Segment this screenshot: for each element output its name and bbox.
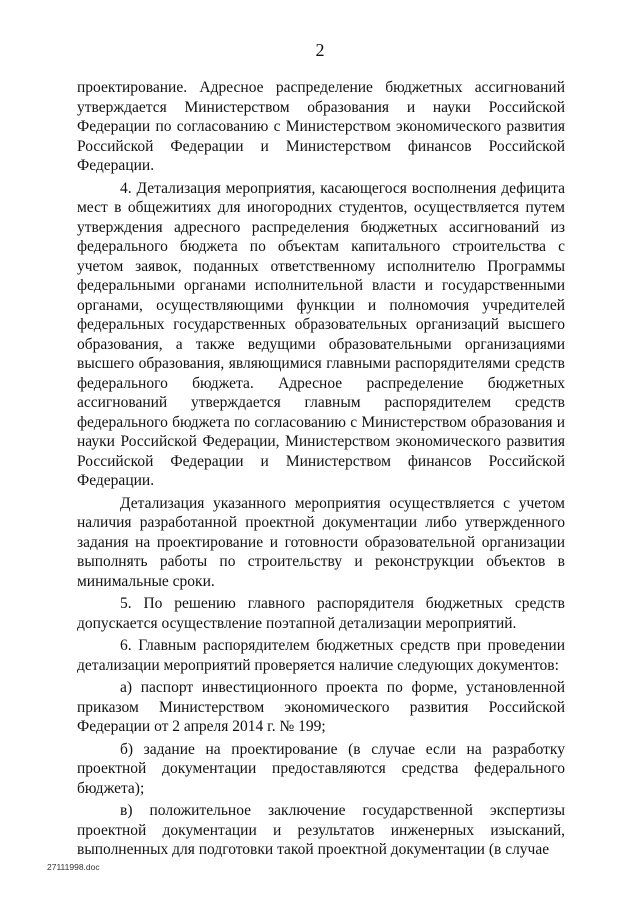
footer-filename: 27111998.doc: [47, 862, 100, 872]
paragraph-item-4-detail: Детализация указанного мероприятия осуществляется с учетом наличия разработанной проектной документации либо утвержденного задания на проектирование и готовности образовательной организации выполнять работы по строительству и реконструкции объектов в минимальные сроки.: [77, 494, 565, 590]
paragraph-item-5: 5. По решению главного распорядителя бюджетных средств допускается осуществление поэтапной детализации мероприятий.: [77, 595, 565, 632]
paragraph-continuation: проектирование. Адресное распределение бюджетных ассигнований утверждается Министерством образования и науки Российской Федерации по согласованию с Министерством экономического развития Российской Федерации и Министерством финансов Российской Федерации.: [77, 79, 565, 174]
document-body: [77, 78, 565, 860]
paragraph-item-6v: в) положительное заключение государственной экспертизы проектной документации и результатов инженерных изысканий, выполненных для подготовки такой проектной документации (в случае: [77, 802, 565, 858]
page-number: 2: [315, 40, 325, 60]
paragraph-item-6: 6. Главным распорядителем бюджетных средств при проведении детализации мероприятий проверяется наличие следующих документов:: [77, 637, 565, 674]
paragraph-item-6a: а) паспорт инвестиционного проекта по форме, установленной приказом Министерством экономического развития Российской Федерации от 2 апреля 2014 г. № 199;: [77, 679, 565, 735]
paragraph-item-4: 4. Детализация мероприятия, касающегося восполнения дефицита мест в общежитиях для иногородних студентов, осуществляется путем утверждения адресного распределения бюджетных ассигнований из федерального бюджета по объектам капитального строительства с учетом заявок, поданных ответственному исполнителю Программы федеральными органами исполнительной власти и государственными органами, осуществляющими функции и полномочия учредителей федеральных государственных образовательных организаций высшего образования, а также ведущими образовательными организациями высшего образования, являющимися главными распорядителями средств федерального бюджета. Адресное распределение бюджетных ассигнований утверждается главным распорядителем средств федерального бюджета по согласованию с Министерством образования и науки Российской Федерации, Министерством экономического развития Российской Федерации и Министерством финансов Российской Федерации.: [77, 179, 565, 489]
paragraph-item-6b: б) задание на проектирование (в случае если на разработку проектной документации предоставляются средства федерального бюджета);: [77, 740, 565, 797]
